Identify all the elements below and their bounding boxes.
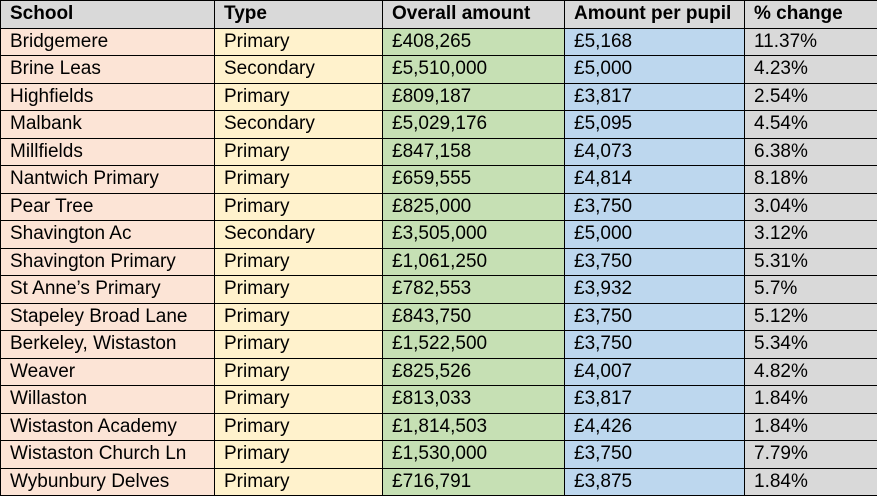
cell-amount-per-pupil: £3,750 (565, 441, 745, 469)
cell-overall-amount: £5,029,176 (383, 111, 565, 139)
cell-school: Stapeley Broad Lane (1, 303, 215, 331)
cell-amount-per-pupil: £5,000 (565, 56, 745, 84)
header-amount-per-pupil: Amount per pupil (565, 1, 745, 29)
cell-overall-amount: £825,526 (383, 358, 565, 386)
cell-percent-change: 11.37% (745, 28, 877, 56)
cell-amount-per-pupil: £4,007 (565, 358, 745, 386)
cell-amount-per-pupil: £4,814 (565, 166, 745, 194)
table-row (1, 138, 877, 166)
cell-percent-change: 4.23% (745, 56, 877, 84)
cell-percent-change: 5.7% (745, 276, 877, 304)
table-row (1, 83, 877, 111)
cell-overall-amount: £813,033 (383, 386, 565, 414)
cell-type: Secondary (215, 56, 383, 84)
cell-amount-per-pupil: £3,875 (565, 468, 745, 496)
cell-type: Primary (215, 303, 383, 331)
table-row (1, 358, 877, 386)
cell-school: Wistaston Academy (1, 413, 215, 441)
cell-school: Berkeley, Wistaston (1, 331, 215, 359)
cell-type: Primary (215, 166, 383, 194)
cell-school: Brine Leas (1, 56, 215, 84)
table-row (1, 303, 877, 331)
cell-overall-amount: £847,158 (383, 138, 565, 166)
table-row (1, 56, 877, 84)
cell-type: Primary (215, 413, 383, 441)
cell-school: Shavington Primary (1, 248, 215, 276)
cell-school: Bridgemere (1, 28, 215, 56)
cell-percent-change: 1.84% (745, 413, 877, 441)
table-row (1, 166, 877, 194)
cell-school: St Anne’s Primary (1, 276, 215, 304)
cell-type: Secondary (215, 111, 383, 139)
cell-amount-per-pupil: £3,817 (565, 83, 745, 111)
cell-percent-change: 5.34% (745, 331, 877, 359)
cell-percent-change: 1.84% (745, 468, 877, 496)
table-row (1, 386, 877, 414)
cell-school: Millfields (1, 138, 215, 166)
header-overall-amount: Overall amount (383, 1, 565, 29)
cell-school: Pear Tree (1, 193, 215, 221)
header-type: Type (215, 1, 383, 29)
cell-type: Secondary (215, 221, 383, 249)
header-row (1, 1, 877, 29)
cell-amount-per-pupil: £3,750 (565, 193, 745, 221)
cell-type: Primary (215, 331, 383, 359)
cell-percent-change: 3.12% (745, 221, 877, 249)
cell-type: Primary (215, 441, 383, 469)
table-row (1, 111, 877, 139)
cell-percent-change: 4.54% (745, 111, 877, 139)
table-row (1, 331, 877, 359)
cell-percent-change: 1.84% (745, 386, 877, 414)
table-row (1, 221, 877, 249)
cell-overall-amount: £825,000 (383, 193, 565, 221)
cell-overall-amount: £1,522,500 (383, 331, 565, 359)
cell-school: Nantwich Primary (1, 166, 215, 194)
cell-amount-per-pupil: £3,817 (565, 386, 745, 414)
cell-amount-per-pupil: £5,000 (565, 221, 745, 249)
cell-overall-amount: £1,814,503 (383, 413, 565, 441)
table-row (1, 193, 877, 221)
cell-amount-per-pupil: £4,073 (565, 138, 745, 166)
cell-type: Primary (215, 386, 383, 414)
cell-amount-per-pupil: £3,750 (565, 331, 745, 359)
table-row (1, 413, 877, 441)
cell-percent-change: 5.31% (745, 248, 877, 276)
cell-amount-per-pupil: £3,932 (565, 276, 745, 304)
cell-type: Primary (215, 468, 383, 496)
cell-amount-per-pupil: £3,750 (565, 248, 745, 276)
cell-percent-change: 7.79% (745, 441, 877, 469)
cell-amount-per-pupil: £5,168 (565, 28, 745, 56)
cell-type: Primary (215, 276, 383, 304)
cell-type: Primary (215, 193, 383, 221)
cell-type: Primary (215, 83, 383, 111)
cell-percent-change: 3.04% (745, 193, 877, 221)
cell-percent-change: 5.12% (745, 303, 877, 331)
cell-type: Primary (215, 28, 383, 56)
cell-type: Primary (215, 248, 383, 276)
cell-overall-amount: £1,061,250 (383, 248, 565, 276)
cell-amount-per-pupil: £3,750 (565, 303, 745, 331)
table-row (1, 276, 877, 304)
cell-overall-amount: £3,505,000 (383, 221, 565, 249)
cell-school: Wybunbury Delves (1, 468, 215, 496)
cell-percent-change: 2.54% (745, 83, 877, 111)
table-body (1, 28, 877, 496)
header-percent-change: % change (745, 1, 877, 29)
cell-overall-amount: £716,791 (383, 468, 565, 496)
cell-school: Malbank (1, 111, 215, 139)
cell-percent-change: 4.82% (745, 358, 877, 386)
cell-percent-change: 8.18% (745, 166, 877, 194)
cell-school: Wistaston Church Ln (1, 441, 215, 469)
table-row (1, 441, 877, 469)
cell-overall-amount: £408,265 (383, 28, 565, 56)
table-row (1, 468, 877, 496)
cell-school: Shavington Ac (1, 221, 215, 249)
table-row (1, 28, 877, 56)
cell-school: Weaver (1, 358, 215, 386)
cell-percent-change: 6.38% (745, 138, 877, 166)
cell-amount-per-pupil: £5,095 (565, 111, 745, 139)
cell-overall-amount: £782,553 (383, 276, 565, 304)
table-row (1, 248, 877, 276)
cell-overall-amount: £809,187 (383, 83, 565, 111)
cell-overall-amount: £1,530,000 (383, 441, 565, 469)
cell-school: Highfields (1, 83, 215, 111)
cell-type: Primary (215, 358, 383, 386)
cell-overall-amount: £659,555 (383, 166, 565, 194)
cell-type: Primary (215, 138, 383, 166)
cell-amount-per-pupil: £4,426 (565, 413, 745, 441)
cell-overall-amount: £5,510,000 (383, 56, 565, 84)
cell-overall-amount: £843,750 (383, 303, 565, 331)
header-school: School (1, 1, 215, 29)
cell-school: Willaston (1, 386, 215, 414)
